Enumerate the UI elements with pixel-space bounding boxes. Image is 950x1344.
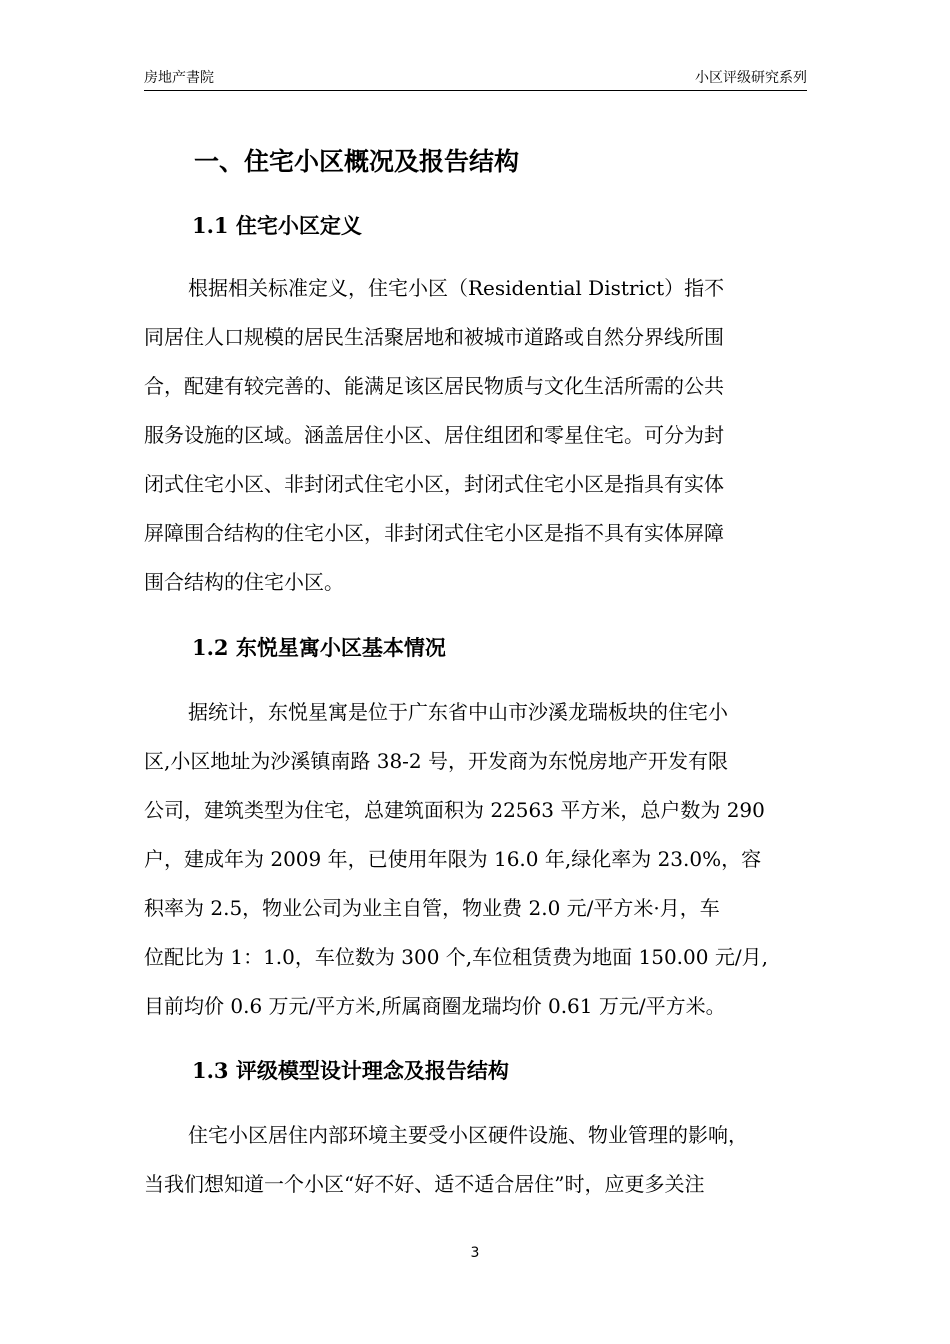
paragraph-line: 服务设施的区域。涵盖居住小区、居住组团和零星住宅。可分为封 bbox=[144, 423, 724, 447]
section-1-1-title: 1.1 住宅小区定义 bbox=[192, 213, 362, 238]
section-1-2-title: 1.2 东悦星寓小区基本情况 bbox=[192, 635, 446, 660]
paragraph-line: 同居住人口规模的居民生活聚居地和被城市道路或自然分界线所围 bbox=[144, 325, 724, 349]
page-number: 3 bbox=[470, 1245, 480, 1261]
section-1-2-body bbox=[144, 688, 808, 1031]
section-1-3-title: 1.3 评级模型设计理念及报告结构 bbox=[192, 1058, 509, 1083]
section-1-1-body bbox=[144, 264, 808, 607]
page-header bbox=[144, 66, 807, 91]
paragraph-line: 当我们想知道一个小区“好不好、适不适合居住”时，应更多关注 bbox=[144, 1172, 705, 1196]
paragraph-line: 根据相关标准定义，住宅小区（Residential District）指不 bbox=[188, 276, 725, 300]
paragraph-line: 积率为 2.5，物业公司为业主自管，物业费 2.0 元/平方米·月，车 bbox=[144, 896, 720, 920]
paragraph-line: 位配比为 1：1.0，车位数为 300 个,车位租赁费为地面 150.00 元/月, bbox=[144, 945, 768, 969]
paragraph-line: 目前均价 0.6 万元/平方米,所属商圈龙瑞均价 0.61 万元/平方米。 bbox=[144, 994, 726, 1018]
paragraph-line: 围合结构的住宅小区。 bbox=[144, 570, 344, 594]
paragraph-line: 据统计，东悦星寓是位于广东省中山市沙溪龙瑞板块的住宅小 bbox=[188, 700, 728, 724]
paragraph-line: 户，建成年为 2009 年，已使用年限为 16.0 年,绿化率为 23.0%，容 bbox=[144, 847, 762, 871]
chapter-heading: 一、住宅小区概况及报告结构 bbox=[194, 147, 520, 176]
paragraph-line: 公司，建筑类型为住宅，总建筑面积为 22563 平方米，总户数为 290 bbox=[144, 798, 765, 822]
paragraph-line: 区,小区地址为沙溪镇南路 38-2 号，开发商为东悦房地产开发有限 bbox=[144, 749, 729, 773]
section-1-3-body bbox=[144, 1111, 808, 1209]
paragraph-line: 屏障围合结构的住宅小区，非封闭式住宅小区是指不具有实体屏障 bbox=[144, 521, 724, 545]
header-left-text: 房地产書院 bbox=[144, 70, 214, 86]
header-right-text: 小区评级研究系列 bbox=[695, 70, 807, 86]
paragraph-line: 合，配建有较完善的、能满足该区居民物质与文化生活所需的公共 bbox=[144, 374, 724, 398]
paragraph-line: 住宅小区居住内部环境主要受小区硬件设施、物业管理的影响， bbox=[188, 1123, 748, 1147]
paragraph-line: 闭式住宅小区、非封闭式住宅小区，封闭式住宅小区是指具有实体 bbox=[144, 472, 724, 496]
